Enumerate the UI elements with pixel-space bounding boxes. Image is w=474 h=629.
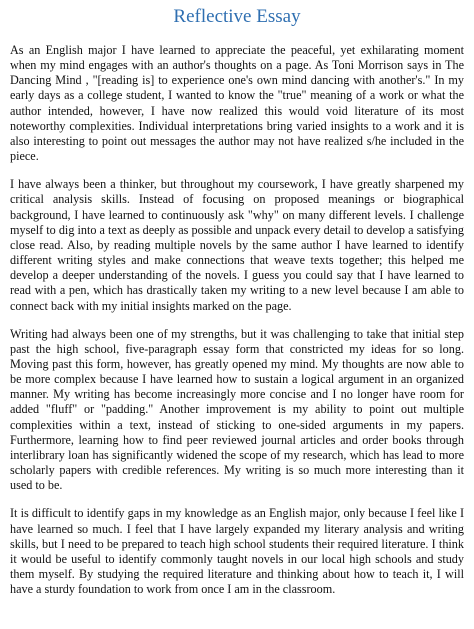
essay-paragraph-4: It is difficult to identify gaps in my knowledge as an English major, only because I feel like I have learned so much. I feel that I have largely expanded my literary analysis and writing skills, but I need to be prepared to teach high school students their required literature. I think it would be useful to identify commonly taught novels in our local high schools and study them myself. By studying the required literature and thinking about how to teach it, I will have a sturdy foundation to work from once I am in the classroom. [10,506,464,597]
essay-paragraph-3: Writing had always been one of my strengths, but it was challenging to take that initial step past the high school, five-paragraph essay form that constricted my ideas for so long. Moving past this form, however, has greatly opened my mind. My thoughts are now able to be more complex because I have learned how to sustain a logical argument in an organized manner. My writing has become increasingly more concise and I no longer have room for added "fluff" or "padding." Another improvement is my ability to point out multiple complexities within a text, instead of sticking to one-sided arguments in my papers. Furthermore, learning how to find peer reviewed journal articles and order books through interlibrary loan has significantly widened the scope of my research, which has lead to more scholarly papers with credible references. My writing is so much more interesting than it used to be. [10,326,464,493]
essay-paragraph-2: I have always been a thinker, but throughout my coursework, I have greatly sharpened my critical analysis skills. Instead of focusing on proposed meanings or biographical background, I have learned to continuously ask "why" on many different levels. I challenge myself to dig into a text as deeply as possible and unpack every detail to develop a satisfying close read. Also, by reading multiple novels by the same author I have learned to identify different writing styles and make connections that weave texts together; this helped me develop a deeper understanding of the novels. I guess you could say that I have learned to read with a pen, which has drastically taken my writing to a new level because I am able to connect back with my initial insights marked on the page. [10,177,464,313]
essay-paragraph-1: As an English major I have learned to appreciate the peaceful, yet exhilarating moment when my mind engages with an author's thoughts on a page. As Toni Morrison says in The Dancing Mind , "[reading is] to experience one's own mind dancing with another's." In my early days as a college student, I wanted to know the "true" meaning of a work or what the author intended, however, I have now realized this would void literature of its most noteworthy complexities. Individual interpretations bring varied insights to a work and it is also interesting to point out messages the author may not have realized s/he included in the piece. [10,43,464,164]
essay-title: Reflective Essay [173,6,301,27]
